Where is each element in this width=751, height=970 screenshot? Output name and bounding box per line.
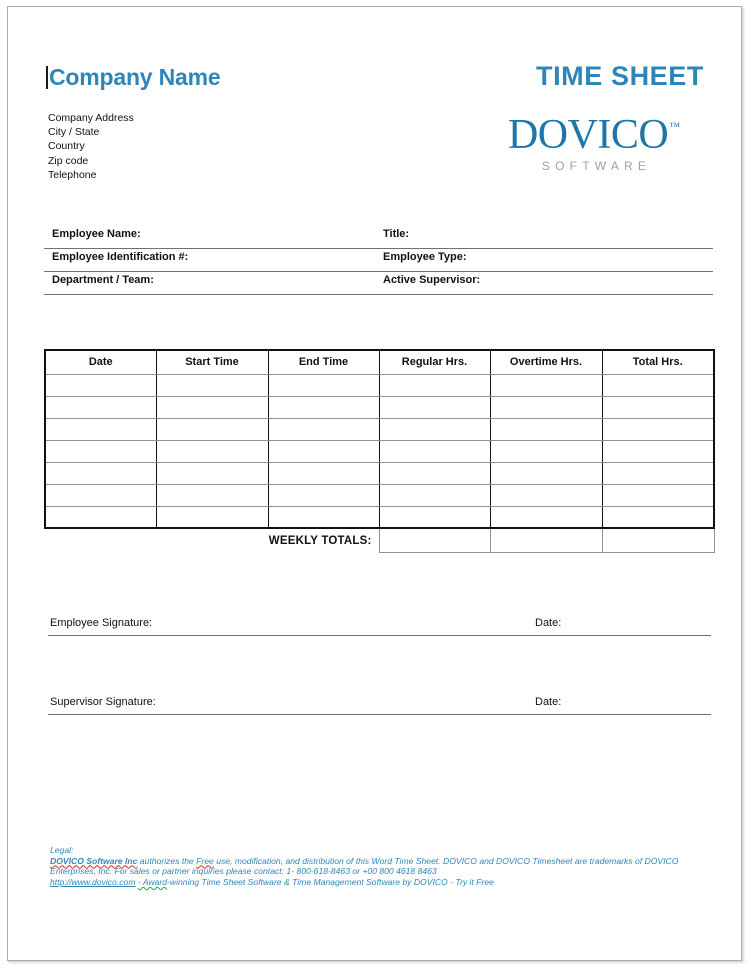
company-name-field[interactable]	[46, 64, 220, 91]
cell-regular-hrs[interactable]	[379, 484, 490, 506]
cell-start-time[interactable]	[156, 440, 268, 462]
logo-wordmark-text: DOVICO	[507, 112, 669, 158]
logo-wordmark	[508, 105, 680, 157]
table-row	[45, 440, 714, 462]
address-line-company: Company Address	[48, 112, 134, 124]
logo-subtitle: SOFTWARE	[541, 159, 652, 173]
address-line-telephone: Telephone	[48, 168, 97, 181]
weekly-totals-row	[45, 528, 714, 552]
cell-total-hrs[interactable]	[602, 484, 714, 506]
legal-notice	[50, 845, 700, 887]
timesheet-table-body	[45, 374, 714, 552]
cell-overtime-hrs[interactable]	[490, 484, 602, 506]
label-employee-id: Employee Identification #:	[52, 251, 189, 263]
label-employee-signature-date: Date:	[535, 617, 562, 629]
column-header-date: Date	[45, 350, 156, 374]
dovico-website-link[interactable]: http://www.dovico.com	[50, 876, 136, 887]
cell-regular-hrs[interactable]	[379, 418, 490, 440]
cell-start-time[interactable]	[156, 396, 268, 418]
legal-text-part-2: use, modification, and distribution of this Word Time Sheet. DOVICO and DOVICO Timesheet are trademarks of DOVICO Enterprises, Inc. For sales or partner inquiries please contact: 1- 800-618-8463 or +00 800 4618 8463	[50, 855, 679, 877]
timesheet-table-head	[45, 350, 714, 374]
legal-award-word: - Award	[137, 876, 168, 887]
table-row	[45, 374, 714, 396]
column-header-start-time: Start Time	[156, 350, 268, 374]
label-supervisor-signature: Supervisor Signature:	[50, 696, 156, 708]
label-supervisor-signature-date: Date:	[535, 696, 562, 708]
cell-end-time[interactable]	[268, 484, 379, 506]
cell-total-hrs[interactable]	[602, 462, 714, 484]
employee-info-row	[44, 272, 713, 295]
cell-total-hrs[interactable]	[602, 440, 714, 462]
cell-end-time[interactable]	[268, 506, 379, 528]
table-row	[45, 396, 714, 418]
cell-overtime-hrs[interactable]	[490, 396, 602, 418]
cell-start-time[interactable]	[156, 506, 268, 528]
table-header-row	[45, 350, 714, 374]
column-header-regular-hrs: Regular Hrs.	[379, 350, 490, 374]
label-employee-name: Employee Name:	[52, 228, 141, 240]
trademark-icon: ™	[669, 121, 681, 133]
company-name-text: Company Name	[49, 64, 221, 90]
company-address-block[interactable]	[48, 111, 134, 182]
label-employee-type: Employee Type:	[383, 251, 467, 263]
cell-date[interactable]	[45, 396, 156, 418]
cell-regular-hrs[interactable]	[379, 440, 490, 462]
cell-date[interactable]	[45, 484, 156, 506]
label-employee-signature: Employee Signature:	[50, 617, 153, 629]
page-title: TIME SHEET	[535, 61, 704, 91]
legal-text-part-1: authorizes the	[137, 855, 197, 866]
weekly-total-total-hrs[interactable]	[602, 528, 714, 552]
employee-info-block	[44, 226, 713, 295]
cell-regular-hrs[interactable]	[379, 396, 490, 418]
cell-overtime-hrs[interactable]	[490, 462, 602, 484]
table-row	[45, 484, 714, 506]
employee-signature-row[interactable]	[48, 616, 711, 636]
table-row	[45, 506, 714, 528]
legal-body	[50, 856, 700, 888]
document-content	[8, 7, 741, 960]
legal-heading: Legal:	[50, 845, 74, 855]
text-cursor-caret	[46, 66, 48, 89]
cell-total-hrs[interactable]	[602, 418, 714, 440]
cell-date[interactable]	[45, 440, 156, 462]
cell-overtime-hrs[interactable]	[490, 418, 602, 440]
legal-free-word: Free	[196, 855, 214, 866]
column-header-total-hrs: Total Hrs.	[602, 350, 714, 374]
column-header-overtime-hrs: Overtime Hrs.	[490, 350, 602, 374]
cell-date[interactable]	[45, 462, 156, 484]
cell-date[interactable]	[45, 418, 156, 440]
supervisor-signature-row[interactable]	[48, 695, 711, 715]
cell-start-time[interactable]	[156, 418, 268, 440]
cell-regular-hrs[interactable]	[379, 462, 490, 484]
cell-date[interactable]	[45, 374, 156, 396]
employee-info-row	[44, 249, 713, 272]
cell-regular-hrs[interactable]	[379, 506, 490, 528]
cell-end-time[interactable]	[268, 462, 379, 484]
cell-start-time[interactable]	[156, 484, 268, 506]
cell-total-hrs[interactable]	[602, 396, 714, 418]
weekly-totals-label: WEEKLY TOTALS:	[268, 534, 372, 547]
cell-total-hrs[interactable]	[602, 374, 714, 396]
column-header-end-time: End Time	[268, 350, 379, 374]
cell-overtime-hrs[interactable]	[490, 374, 602, 396]
timesheet-table	[44, 349, 715, 553]
dovico-logo	[484, 105, 704, 173]
cell-date[interactable]	[45, 506, 156, 528]
employee-info-row	[44, 226, 713, 249]
cell-end-time[interactable]	[268, 440, 379, 462]
address-line-country: Country	[48, 140, 85, 153]
legal-text-part-3: -winning Time Sheet Software & Time Management Software by DOVICO - Try it Free	[167, 876, 494, 887]
cell-start-time[interactable]	[156, 374, 268, 396]
table-row	[45, 418, 714, 440]
cell-total-hrs[interactable]	[602, 506, 714, 528]
label-title: Title:	[383, 228, 410, 240]
address-line-zip: Zip code	[48, 154, 89, 167]
cell-overtime-hrs[interactable]	[490, 440, 602, 462]
cell-overtime-hrs[interactable]	[490, 506, 602, 528]
cell-regular-hrs[interactable]	[379, 374, 490, 396]
weekly-total-regular-hrs[interactable]	[379, 528, 490, 552]
weekly-total-overtime-hrs[interactable]	[490, 528, 602, 552]
document-sheet	[7, 6, 742, 961]
legal-company-name: DOVICO Software Inc	[50, 855, 138, 866]
address-line-city-state: City / State	[48, 126, 100, 139]
label-active-supervisor: Active Supervisor:	[383, 274, 481, 286]
table-row	[45, 462, 714, 484]
cell-end-time[interactable]	[268, 374, 379, 396]
cell-end-time[interactable]	[268, 396, 379, 418]
cell-end-time[interactable]	[268, 418, 379, 440]
label-department-team: Department / Team:	[52, 274, 154, 286]
cell-start-time[interactable]	[156, 462, 268, 484]
